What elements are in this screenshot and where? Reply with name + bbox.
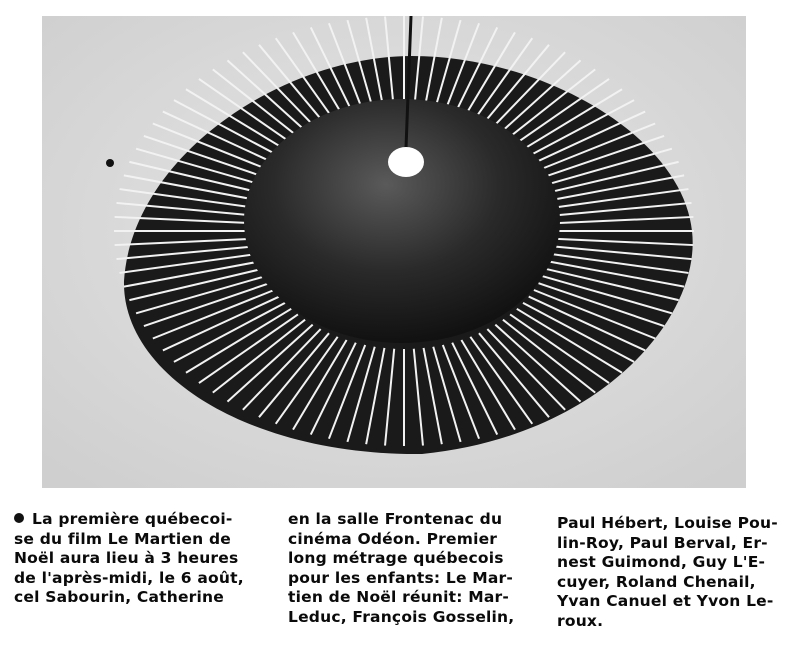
caption-line: pour les enfants: Le Mar-	[288, 568, 514, 587]
caption-line: cel Sabourin, Catherine	[14, 588, 224, 606]
caption-line: nest Guimond, Guy L'E-	[557, 553, 766, 571]
caption-line: en la salle Frontenac du	[288, 510, 503, 528]
dome-light	[388, 147, 424, 177]
caption-column-1	[14, 510, 262, 608]
caption-line: cuyer, Roland Chenail,	[557, 572, 756, 591]
caption-line: Yvan Canuel et Yvon Le-	[557, 592, 774, 610]
caption-line: se du film Le Martien de	[14, 529, 231, 548]
caption-line: Leduc, François Gosselin,	[288, 607, 515, 626]
caption-line: roux.	[557, 611, 604, 630]
caption-column-2	[288, 510, 524, 627]
caption-line: de l'après-midi, le 6 août,	[14, 568, 244, 587]
caption-line: long métrage québecois	[288, 549, 504, 567]
caption-column-3	[557, 514, 791, 631]
caption-line: Noël aura lieu à 3 heures	[14, 549, 239, 567]
caption-line: Paul Hébert, Louise Pou-	[557, 514, 778, 532]
caption-line: cinéma Odéon. Premier	[288, 529, 498, 548]
caption-line: lin-Roy, Paul Berval, Er-	[557, 533, 768, 552]
flying-saucer-photo	[42, 16, 746, 488]
caption-line: tien de Noël réunit: Mar-	[288, 588, 510, 606]
caption-line: La première québecoi-	[14, 510, 262, 530]
bullet-icon	[14, 513, 24, 523]
saucer-dome	[244, 99, 560, 343]
saucer-image	[42, 16, 746, 488]
